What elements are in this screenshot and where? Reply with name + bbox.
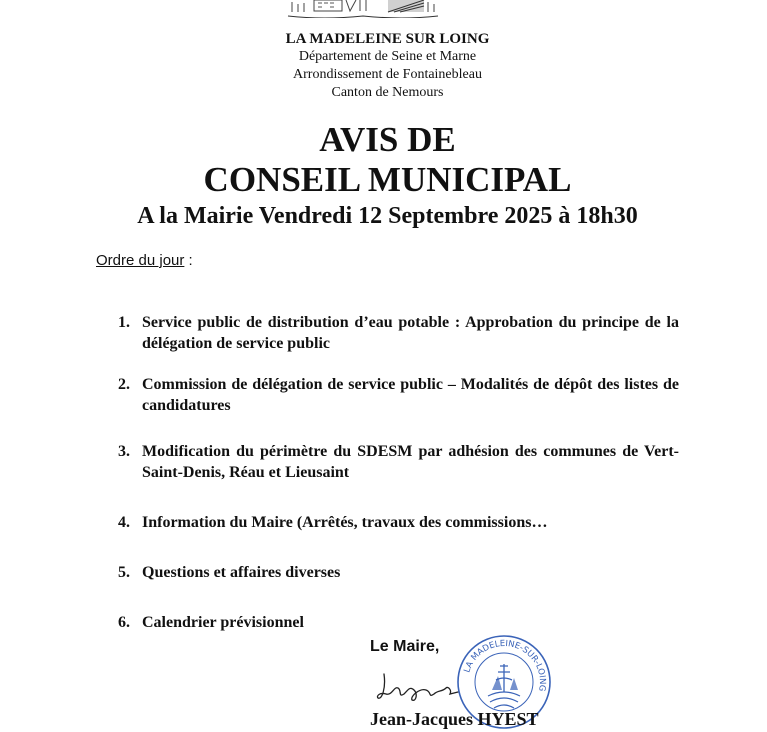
agenda-item-text: Calendrier prévisionnel <box>142 614 304 631</box>
agenda-item-number: 4. <box>118 514 130 531</box>
department-line: Département de Seine et Marne <box>298 49 477 64</box>
agenda-item-number: 2. <box>118 376 130 393</box>
agenda-item-5 <box>118 562 679 583</box>
agenda-item-6 <box>118 612 679 633</box>
agenda-heading <box>96 252 193 269</box>
agenda-item-text: Service public de distribution d’eau potable : Approbation du principe de la délégation de service public <box>142 314 679 352</box>
agenda-item-1 <box>118 312 679 354</box>
agenda-item-text: Modification du périmètre du SDESM par adhésion des communes de Vert-Saint-Denis, Réau et Lieusaint <box>142 443 679 481</box>
handwritten-signature <box>376 668 466 708</box>
notice-title: AVIS DE <box>319 120 456 159</box>
mayor-label: Le Maire, <box>370 638 440 655</box>
agenda-item-text: Commission de délégation de service public – Modalités de dépôt des listes de candidatures <box>142 376 679 414</box>
agenda-item-text: Questions et affaires diverses <box>142 564 341 581</box>
commune-logo-drawing <box>284 0 442 18</box>
agenda-item-2 <box>118 374 679 416</box>
stamp-text: LA MADELEINE-SUR-LOING <box>462 638 548 693</box>
meeting-date-line: A la Mairie Vendredi 12 Septembre 2025 à 18h30 <box>137 203 638 229</box>
canton-line: Canton de Nemours <box>331 85 444 100</box>
commune-header <box>0 30 767 102</box>
agenda-item-4 <box>118 512 679 533</box>
mayor-name: Jean-Jacques HYEST <box>370 709 539 729</box>
arrondissement-line: Arrondissement de Fontainebleau <box>293 67 482 82</box>
commune-name: LA MADELEINE SUR LOING <box>285 31 490 47</box>
agenda-item-number: 6. <box>118 614 130 631</box>
agenda-item-number: 1. <box>118 314 130 331</box>
agenda-heading-label: Ordre du jour <box>96 252 185 269</box>
agenda-item-number: 5. <box>118 564 130 581</box>
agenda-heading-colon: : <box>184 252 193 269</box>
agenda-item-text: Information du Maire (Arrêtés, travaux des commissions… <box>142 514 548 531</box>
agenda-item-3 <box>118 441 679 483</box>
notice-title-council: CONSEIL MUNICIPAL <box>203 160 572 199</box>
agenda-item-number: 3. <box>118 443 130 460</box>
